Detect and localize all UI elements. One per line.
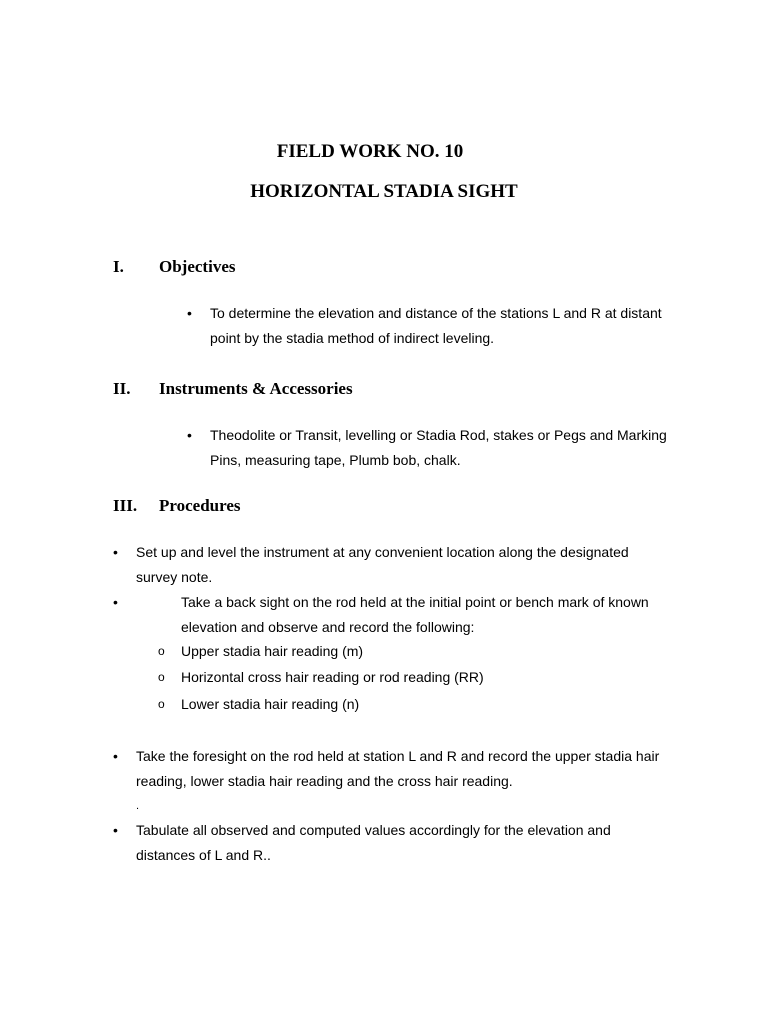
section-title: Instruments & Accessories: [159, 379, 353, 398]
stray-period: .: [136, 800, 140, 812]
sub-list-item-text: Horizontal cross hair reading or rod reading (RR): [181, 669, 484, 685]
bullet-icon: •: [113, 822, 118, 838]
bullet-icon: •: [187, 305, 192, 321]
list-item-text: Theodolite or Transit, levelling or Stadia Rod, stakes or Pegs and Marking Pins, measuring tape, Plumb bob, chalk.: [210, 427, 667, 468]
sub-list-item-text: Upper stadia hair reading (m): [181, 643, 364, 659]
list-item-text: Take a back sight on the rod held at the initial point or bench mark of known elevation and observe and record the following:: [181, 594, 649, 635]
section-title: Procedures: [159, 496, 241, 515]
bullet-icon: •: [113, 544, 118, 560]
hollow-circle-bullet-icon: o: [158, 670, 165, 684]
list-item-text: To determine the elevation and distance of the stations L and R at distant point by the stadia method of indirect leveling.: [210, 305, 662, 346]
document-title: FIELD WORK NO. 10: [276, 141, 464, 162]
section-number: I.: [113, 257, 124, 276]
list-item-text: Take the foresight on the rod held at station L and R and record the upper stadia hair reading, lower stadia hair reading and the cross hair reading.: [136, 748, 660, 789]
hollow-circle-bullet-icon: o: [158, 697, 165, 711]
bullet-icon: •: [187, 427, 192, 443]
section-number: III.: [113, 496, 138, 515]
hollow-circle-bullet-icon: o: [158, 644, 165, 658]
list-item-text: Tabulate all observed and computed values accordingly for the elevation and distances of L and R..: [136, 822, 611, 863]
bullet-icon: •: [113, 594, 118, 610]
list-item-text: Set up and level the instrument at any convenient location along the designated survey note.: [136, 544, 629, 585]
sub-list-item-text: Lower stadia hair reading (n): [181, 696, 360, 712]
bullet-icon: •: [113, 748, 118, 764]
section-number: II.: [113, 379, 131, 398]
document-subtitle: HORIZONTAL STADIA SIGHT: [250, 181, 518, 202]
section-title: Objectives: [159, 257, 236, 276]
